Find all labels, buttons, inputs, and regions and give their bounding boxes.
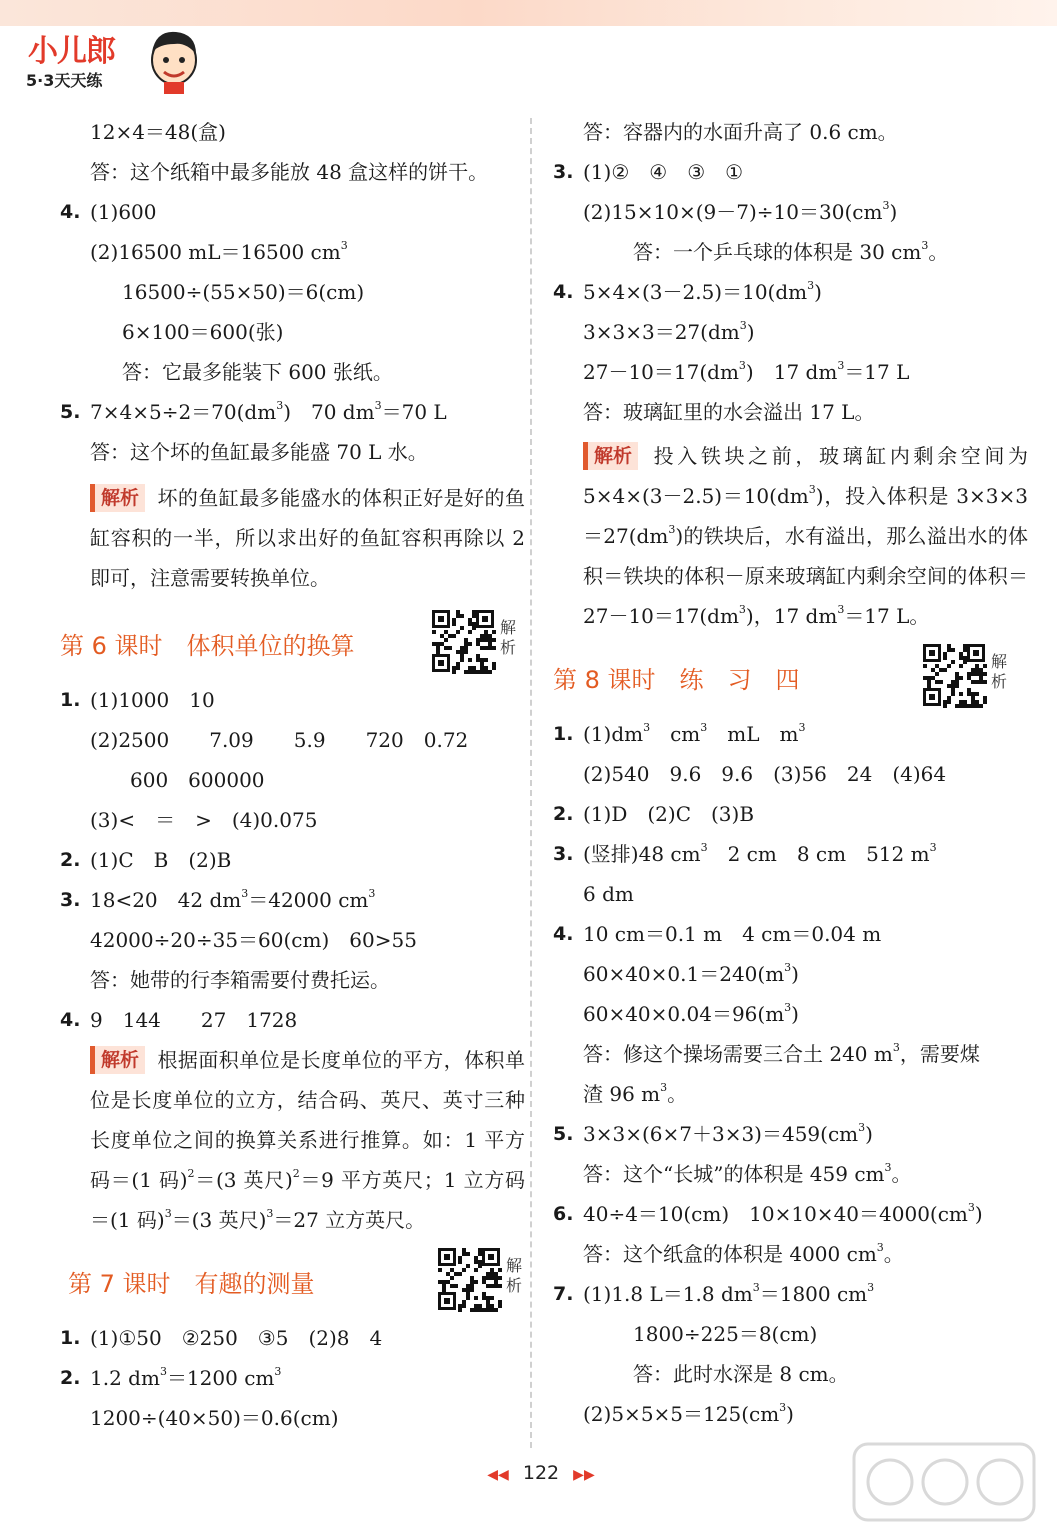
answer-text: $60\times 40\times 0.04=96(m^3)$: [583, 1001, 799, 1026]
answer-line: [553, 192, 1028, 232]
answer-line: [553, 1394, 1028, 1434]
answer-text: (1)①50 ②250 ③5 (2)8 4: [90, 1326, 383, 1350]
answer-text: $3\times 3\times 3=27(dm^3)$: [583, 319, 755, 344]
answer-line: [553, 312, 1028, 352]
answer-line: [60, 920, 525, 960]
answer-line: [553, 1194, 1028, 1234]
question-number: 2.: [553, 803, 574, 825]
answer-text: $(1)dm^3$ $cm^3$ mL $m^3$: [583, 721, 806, 746]
answer-text: 答：这个“长城”的体积是 459 $cm^3$。: [583, 1161, 912, 1186]
question-number: 4.: [60, 201, 81, 223]
page-navigation: [456, 1462, 626, 1492]
answer-line: [553, 954, 1028, 994]
page-number: 122: [522, 1462, 560, 1484]
mascot-icon: [146, 26, 202, 96]
question-number: 4.: [553, 281, 574, 303]
qr-code-icon[interactable]: [921, 642, 987, 708]
analysis-block: [60, 1040, 525, 1240]
question-number: 1.: [60, 1327, 81, 1349]
answer-line: [553, 1314, 1028, 1354]
answer-line: [60, 800, 525, 840]
analysis-text: 根据面积单位是长度单位的平方，体积单位是长度单位的立方，结合码、英尺、英寸三种长度单位之间的换算关系进行推算。如：1 平方码＝(1 码)$^2$＝(3 英尺)$^2$＝9 平方英尺；1 立方码＝(1 码)$^3$＝(3 英尺)$^3$＝27 立方英尺。: [90, 1048, 526, 1232]
answer-line: [553, 1154, 1028, 1194]
qr-code-icon[interactable]: [436, 1246, 502, 1312]
logo-title: 小儿郎: [28, 34, 115, 69]
next-page-icon[interactable]: ▶▶: [573, 1467, 595, 1483]
answer-line: [553, 994, 1028, 1034]
qr-code-icon[interactable]: [430, 608, 496, 674]
analysis-block: [553, 436, 1028, 636]
answer-text: $(2)5\times 5\times 5=125(cm^3)$: [583, 1401, 794, 1426]
answer-line: [553, 232, 1028, 272]
answer-text: (竖排)48 $cm^3$ 2 cm 8 cm 512 $m^3$: [583, 841, 937, 866]
answer-line: [60, 880, 525, 920]
brand-logo: [18, 20, 208, 100]
answer-text: 9 144 27 1728: [90, 1008, 298, 1032]
analysis-tag: 解析: [583, 442, 638, 470]
question-number: 4.: [60, 1009, 81, 1031]
answer-text: $27-10=17(dm^3)$ 17 $dm^3=17$ L: [583, 359, 910, 384]
question-number: 4.: [553, 923, 574, 945]
answer-line: [553, 1074, 1028, 1114]
answer-text: $7\times 4\times 5\div 2=70(dm^3)$ 70 $dm^3=70$ L: [90, 399, 447, 424]
answer-line: [60, 840, 525, 880]
lesson-title: 第 8 课时 练 习 四: [553, 666, 800, 694]
answer-line: [553, 1274, 1028, 1314]
analysis-block: [60, 478, 525, 598]
question-number: 3.: [553, 843, 574, 865]
lesson-8-header: [553, 642, 1028, 714]
answer-text: 答：这个纸箱中最多能放 48 盒这样的饼干。: [90, 160, 489, 184]
answer-line: [60, 720, 525, 760]
question-number: 3.: [553, 161, 574, 183]
answer-line: [60, 960, 525, 1000]
answer-text: (1)② ④ ③ ①: [583, 160, 744, 184]
answer-text: 答：此时水深是 8 cm。: [633, 1362, 849, 1386]
answer-text: $(2)15\times 10\times(9-7)\div 10=30(cm^3)$: [583, 199, 898, 224]
answer-line: [553, 874, 1028, 914]
qr-label: 解析: [991, 652, 1008, 691]
answer-line: [553, 152, 1028, 192]
answer-text: 40÷4＝10(cm) $10\times 10\times 40=4000(cm^3)$: [583, 1201, 983, 1226]
answer-text: 10 cm＝0.1 m 4 cm＝0.04 m: [583, 922, 882, 946]
answer-line: [60, 112, 525, 152]
answer-text: (1)1.8 L＝1.8 $dm^3=1800$ $cm^3$: [583, 1281, 875, 1306]
answer-line: [60, 272, 525, 312]
lesson-6-header: [60, 608, 525, 680]
answer-text: (1)C B (2)B: [90, 848, 232, 872]
answer-text: 渣 96 $m^3$。: [583, 1081, 688, 1106]
answer-text: 答：它最多能装下 600 张纸。: [122, 360, 393, 384]
answer-line: [553, 914, 1028, 954]
answer-text: 答：容器内的水面升高了 0.6 cm。: [583, 120, 898, 144]
answer-text: (1)600: [90, 200, 157, 224]
answer-text: 答：一个乒乓球的体积是 30 $cm^3$。: [633, 239, 949, 264]
answer-line: [60, 1318, 525, 1358]
analysis-text: 投入铁块之前，玻璃缸内剩余空间为 $5\times 4\times(3-2.5)=10(dm^3)$，投入体积是 $3\times 3\times 3=27(dm^3)$的铁块后，水有溢出，那么溢出水的体积＝铁块的体积－原来玻璃缸内剩余空间的体积$=27-10=17(dm^3)$，17 $dm^3=17$ L。: [583, 444, 1028, 628]
answer-line: [60, 192, 525, 232]
answer-text: 6 dm: [583, 882, 634, 906]
analysis-tag: 解析: [90, 484, 145, 512]
answer-line: [553, 1234, 1028, 1274]
answer-line: [553, 1354, 1028, 1394]
answer-line: [60, 232, 525, 272]
answer-line: [553, 714, 1028, 754]
answer-line: [553, 834, 1028, 874]
answer-text: 18<20 42 $dm^3=42000$ $cm^3$: [90, 887, 376, 912]
question-number: 2.: [60, 849, 81, 871]
answer-text: 答：这个坏的鱼缸最多能盛 70 L 水。: [90, 440, 428, 464]
answer-line: [60, 432, 525, 472]
question-number: 1.: [553, 723, 574, 745]
answer-text: 1200÷(40×50)＝0.6(cm): [90, 1406, 339, 1430]
left-column: [60, 112, 525, 1438]
answer-line: [60, 1000, 525, 1040]
prev-page-icon[interactable]: ◀◀: [487, 1467, 509, 1483]
watermark-logo: [850, 1438, 1040, 1528]
answer-line: [553, 1114, 1028, 1154]
answer-text: 16500÷(55×50)＝6(cm): [122, 280, 365, 304]
logo-subtitle: 5·3天天练: [26, 71, 103, 90]
lesson-title: 第 7 课时 有趣的测量: [68, 1270, 315, 1298]
answer-text: (3)< ＝ > (4)0.075: [90, 808, 318, 832]
answer-text: 12×4＝48(盒): [90, 120, 226, 144]
answer-line: [60, 392, 525, 432]
answer-text: 42000÷20÷35＝60(cm) 60>55: [90, 928, 417, 952]
answer-text: $5\times 4\times(3-2.5)=10(dm^3)$: [583, 279, 822, 304]
right-column: [553, 112, 1028, 1434]
answer-text: (2)16500 mL＝16500 $cm^3$: [90, 239, 348, 264]
answer-line: [60, 312, 525, 352]
answer-text: (1)D (2)C (3)B: [583, 802, 755, 826]
answer-line: [553, 392, 1028, 432]
answer-text: 答：修这个操场需要三合土 240 $m^3$，需要煤: [583, 1041, 980, 1066]
analysis-text: 坏的鱼缸最多能盛水的体积正好是好的鱼缸容积的一半，所以求出好的鱼缸容积再除以 2 即可，注意需要转换单位。: [90, 486, 525, 590]
answer-text: $60\times 40\times 0.1=240(m^3)$: [583, 961, 799, 986]
answer-line: [553, 272, 1028, 312]
answer-text: (1)1000 10: [90, 688, 215, 712]
answer-text: 600 600000: [90, 768, 265, 792]
answer-text: 1.2 $dm^3=1200$ $cm^3$: [90, 1365, 282, 1390]
answer-line: [60, 680, 525, 720]
qr-label: 解析: [506, 1256, 523, 1295]
answer-text: 答：这个纸盒的体积是 4000 $cm^3$。: [583, 1241, 904, 1266]
answer-line: [60, 152, 525, 192]
answer-line: [553, 754, 1028, 794]
answer-text: 答：玻璃缸里的水会溢出 17 L。: [583, 400, 875, 424]
answer-text: (2)2500 7.09 5.9 720 0.72: [90, 728, 469, 752]
answer-line: [60, 1358, 525, 1398]
qr-label: 解析: [500, 618, 517, 657]
answer-line: [60, 352, 525, 392]
answer-text: (2)540 9.6 9.6 (3)56 24 (4)64: [583, 762, 947, 786]
answer-line: [60, 760, 525, 800]
question-number: 1.: [60, 689, 81, 711]
question-number: 2.: [60, 1367, 81, 1389]
answer-line: [553, 352, 1028, 392]
answer-line: [553, 1034, 1028, 1074]
answer-line: [60, 1398, 525, 1438]
answer-text: 6×100＝600(张): [122, 320, 284, 344]
answer-line: [553, 794, 1028, 834]
lesson-7-header: [60, 1246, 525, 1318]
answer-text: 1800÷225＝8(cm): [633, 1322, 818, 1346]
answer-text: 答：她带的行李箱需要付费托运。: [90, 968, 390, 992]
answer-text: $3\times 3\times(6\times 7+3\times 3)=459(cm^3)$: [583, 1121, 873, 1146]
question-number: 5.: [553, 1123, 574, 1145]
lesson-title: 第 6 课时 体积单位的换算: [60, 632, 355, 660]
question-number: 6.: [553, 1203, 574, 1225]
question-number: 5.: [60, 401, 81, 423]
analysis-tag: 解析: [90, 1046, 145, 1074]
question-number: 7.: [553, 1283, 574, 1305]
column-divider: [530, 118, 532, 1448]
question-number: 3.: [60, 889, 81, 911]
answer-line: [553, 112, 1028, 152]
